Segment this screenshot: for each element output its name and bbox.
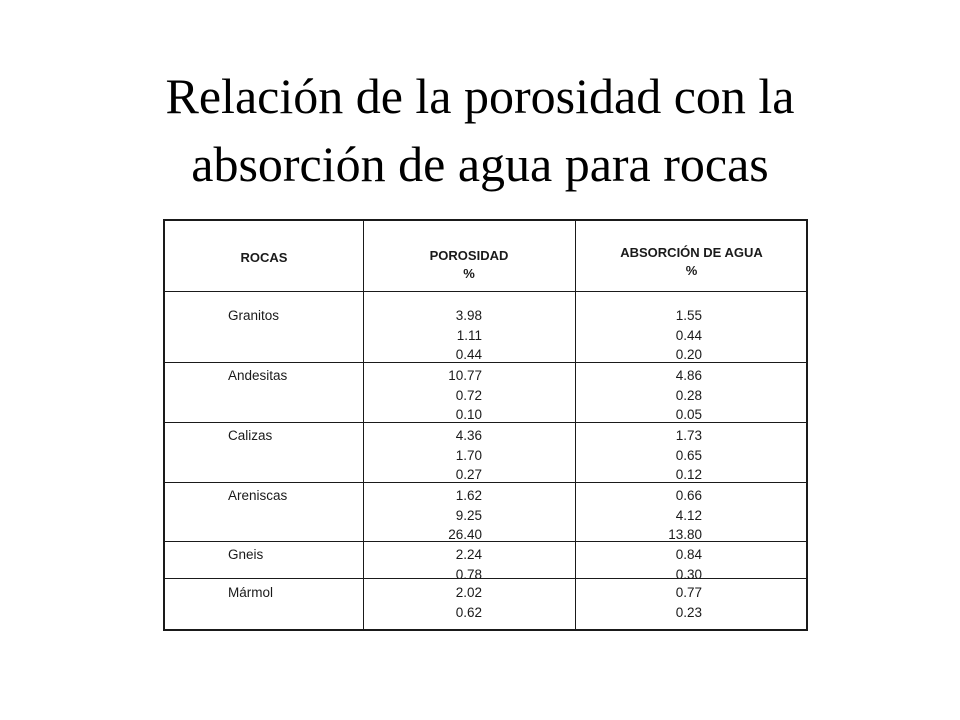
absorcion-value: 0.65 <box>675 447 702 463</box>
absorcion-value: 0.05 <box>675 407 702 422</box>
rock-name: Andesitas <box>228 368 288 383</box>
porosidad-value: 2.24 <box>455 547 482 562</box>
porosidad-value: 2.02 <box>455 585 482 600</box>
porosidad-value: 0.62 <box>455 604 482 620</box>
porosidad-value: 26.40 <box>448 527 482 542</box>
rock-name: Granitos <box>228 308 280 323</box>
absorcion-values <box>642 306 702 365</box>
rock-name: Gneis <box>228 547 264 562</box>
absorcion-value: 0.77 <box>675 585 702 600</box>
porosidad-values <box>422 426 482 485</box>
porosidad-values <box>422 366 482 425</box>
absorcion-value: 13.80 <box>668 527 702 542</box>
absorcion-value: 0.84 <box>675 547 702 562</box>
porosidad-values <box>422 486 482 545</box>
header-absorcion-unit: % <box>685 263 698 278</box>
header-porosidad-unit: % <box>463 266 475 281</box>
absorcion-values <box>642 583 702 622</box>
header-separator <box>165 291 806 292</box>
absorcion-value: 1.55 <box>675 308 702 323</box>
porosidad-value: 10.77 <box>448 368 482 383</box>
porosidad-value: 0.44 <box>455 347 482 362</box>
rock-name: Calizas <box>228 428 273 443</box>
title-line-2: absorción de agua para rocas <box>191 136 769 192</box>
rock-name: Mármol <box>228 585 274 600</box>
absorcion-values <box>642 426 702 485</box>
absorcion-value: 0.12 <box>675 467 702 482</box>
group-separator <box>165 482 806 483</box>
absorcion-value: 0.20 <box>675 347 702 362</box>
porosidad-value: 3.98 <box>455 308 482 323</box>
header-absorcion-label: ABSORCIÓN DE AGUA <box>620 245 763 260</box>
group-separator <box>165 362 806 363</box>
absorcion-value: 4.86 <box>675 368 702 383</box>
absorcion-value: 0.23 <box>675 604 702 620</box>
porosidad-value: 0.27 <box>455 467 482 482</box>
group-separator <box>165 422 806 423</box>
absorcion-value: 0.28 <box>675 387 702 403</box>
rock-name: Areniscas <box>228 488 288 503</box>
porosity-absorption-table <box>163 219 808 631</box>
header-rocas-label: ROCAS <box>240 250 288 265</box>
header-porosidad <box>363 247 575 283</box>
header-absorcion <box>575 244 808 280</box>
header-rocas <box>165 249 363 267</box>
title-line-1: Relación de la porosidad con la <box>165 68 795 124</box>
group-separator <box>165 578 806 579</box>
absorcion-value: 0.30 <box>675 566 702 582</box>
group-separator <box>165 541 806 542</box>
porosidad-value: 1.62 <box>455 488 482 503</box>
porosidad-value: 1.70 <box>455 447 482 463</box>
porosidad-values <box>422 583 482 622</box>
porosidad-value: 1.11 <box>456 327 482 343</box>
porosidad-value: 9.25 <box>455 507 482 523</box>
absorcion-values <box>642 366 702 425</box>
absorcion-value: 0.44 <box>675 327 702 343</box>
column-divider-2 <box>575 221 576 629</box>
absorcion-value: 1.73 <box>675 428 702 443</box>
porosidad-value: 0.78 <box>455 566 482 582</box>
porosidad-values <box>422 306 482 365</box>
absorcion-value: 4.12 <box>675 507 702 523</box>
absorcion-values <box>642 486 702 545</box>
slide-title <box>0 62 960 198</box>
porosidad-value: 4.36 <box>455 428 482 443</box>
absorcion-value: 0.66 <box>675 488 702 503</box>
header-porosidad-label: POROSIDAD <box>429 248 509 263</box>
porosidad-value: 0.10 <box>455 407 482 422</box>
porosidad-value: 0.72 <box>455 387 482 403</box>
